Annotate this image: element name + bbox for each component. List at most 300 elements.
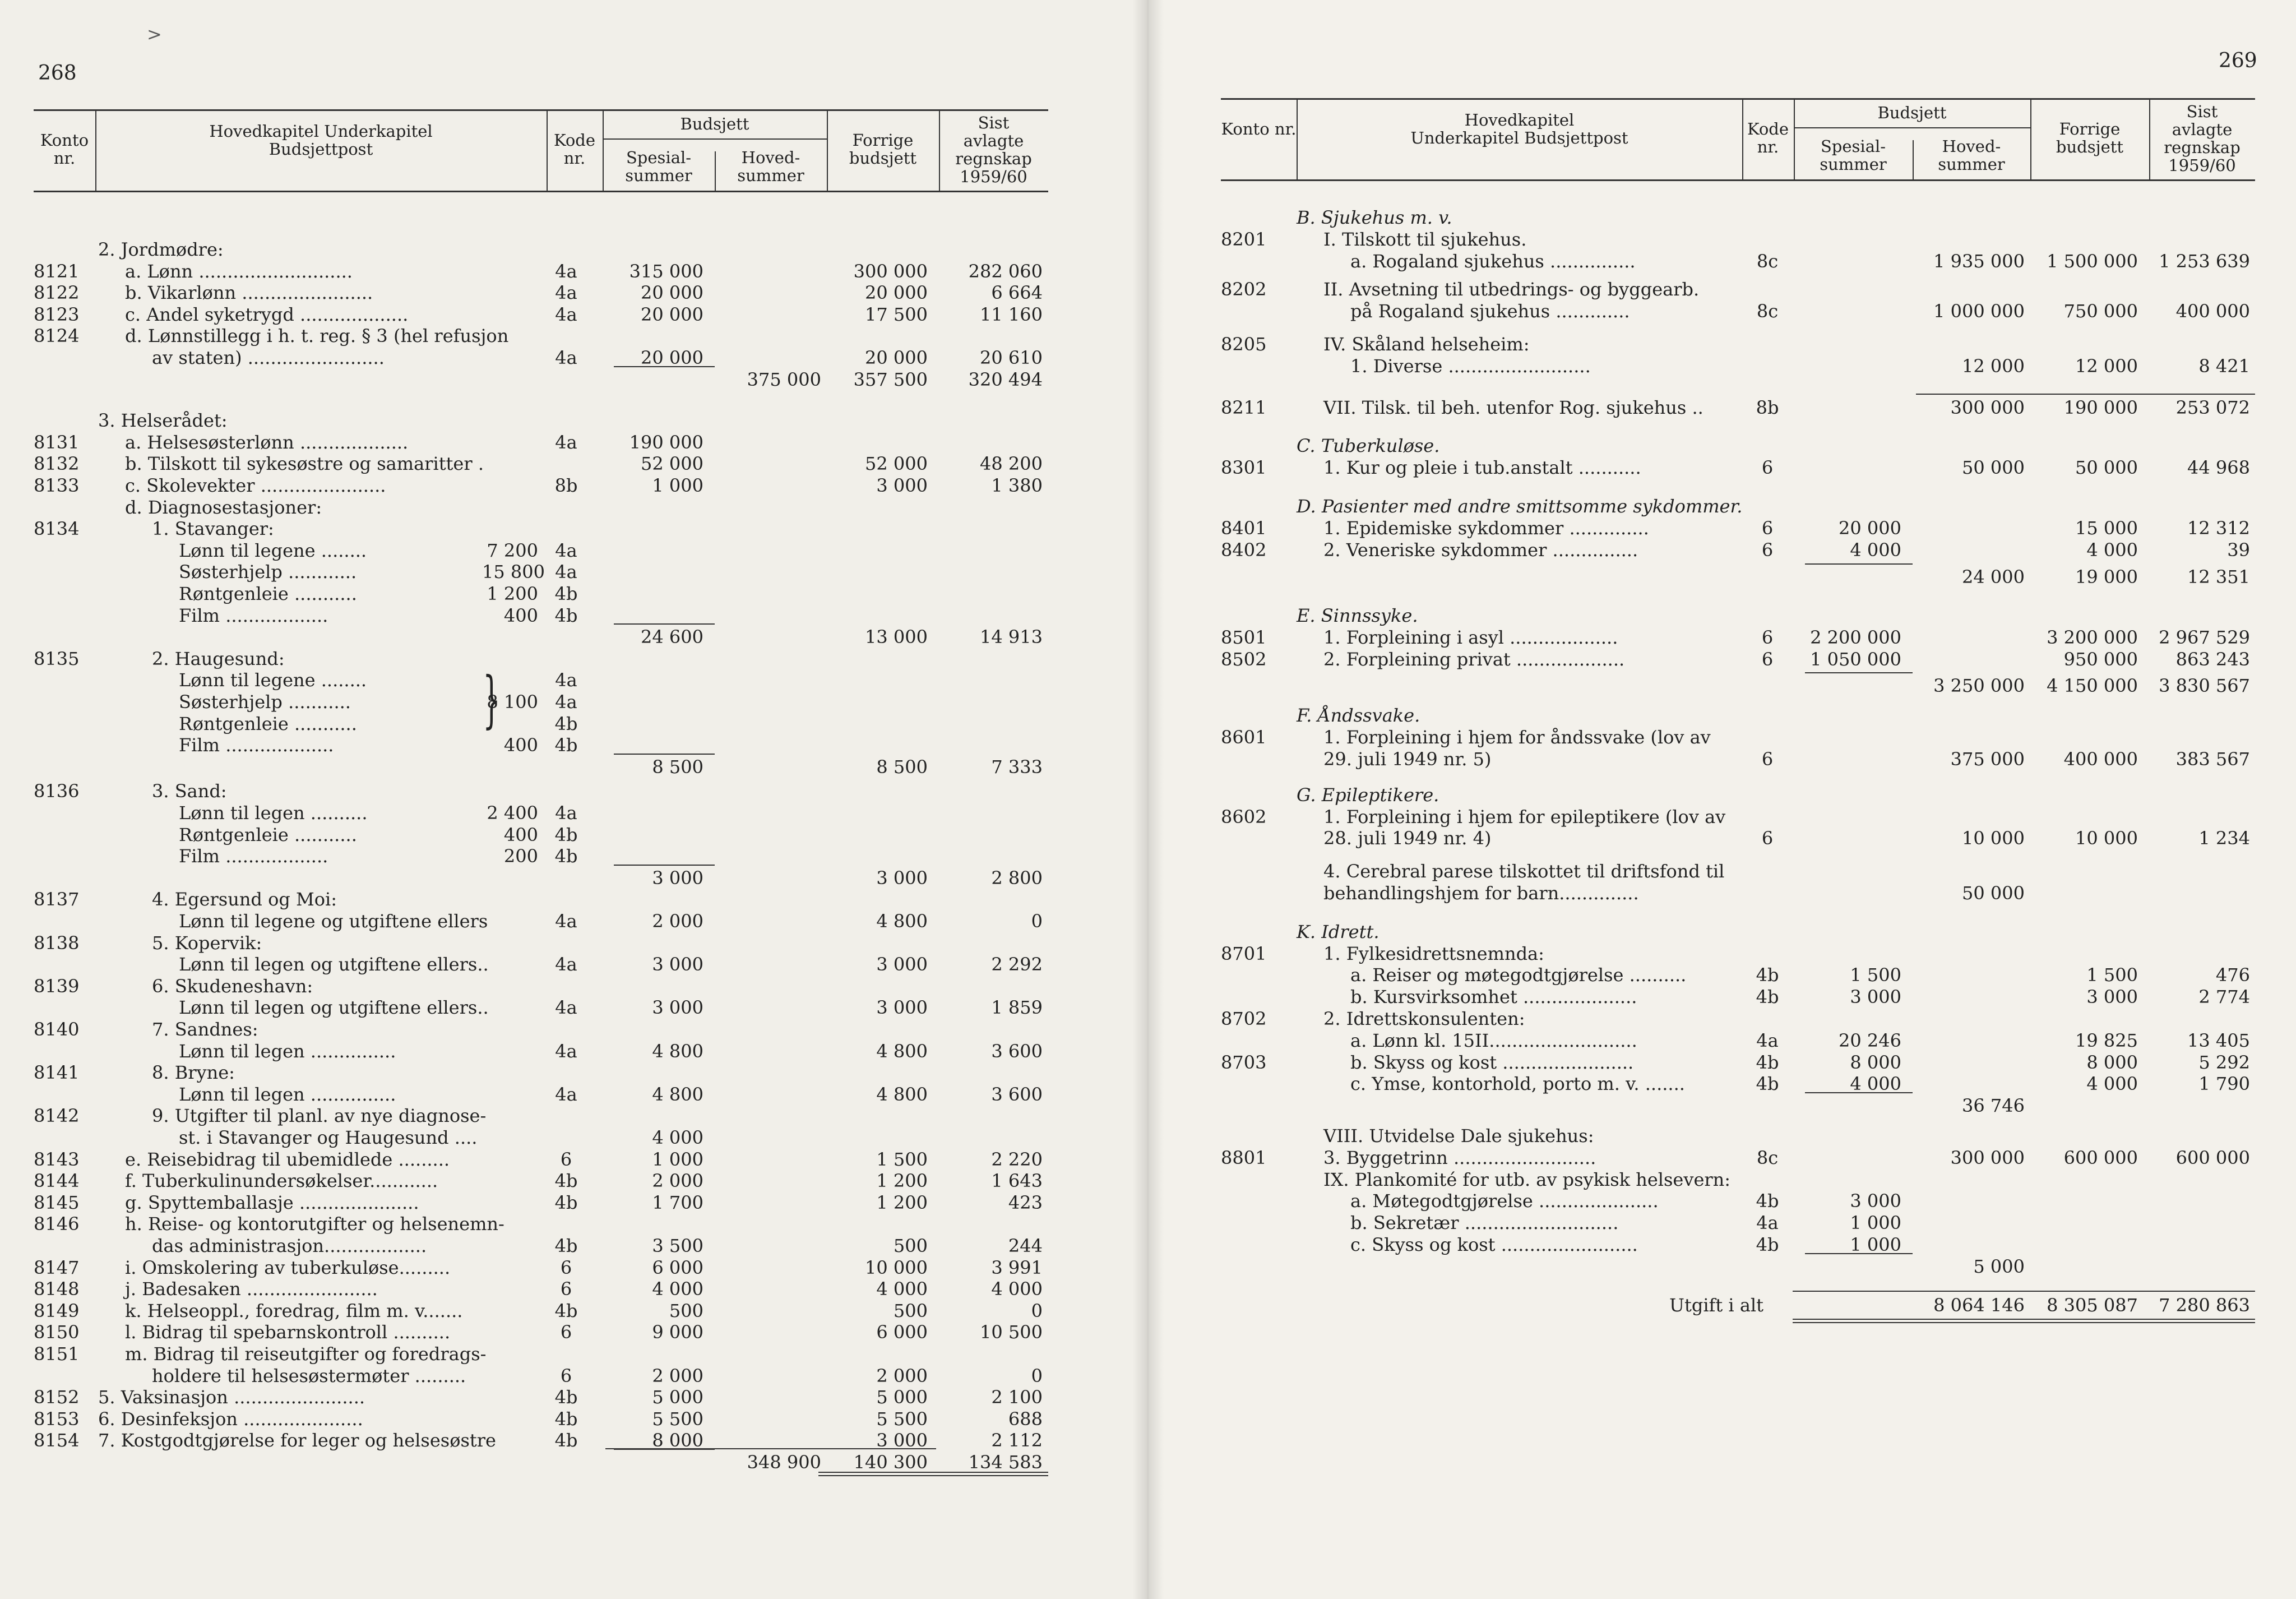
forrige-budsjett-value: 4 800: [876, 1040, 928, 1062]
spesialsum-value: 4 000: [652, 1127, 703, 1148]
table-row: [0, 1104, 1148, 1127]
grand-total-hovedsum: 8 064 146: [1933, 1294, 2025, 1316]
kode-value: 4a: [555, 561, 577, 583]
regnskap-value: 2 774: [2198, 986, 2250, 1008]
grand-total-forrige: 8 305 087: [2047, 1294, 2138, 1316]
budget-item-text: 29. juli 1949 nr. 5): [1323, 748, 1492, 770]
budget-item-text: g. Spyttemballasje .....................: [125, 1191, 419, 1213]
table-row: [1148, 355, 2296, 377]
budget-item-text: b. Sekretær ...........................: [1350, 1212, 1619, 1234]
forrige-budsjett-value: 400 000: [2063, 748, 2138, 770]
budget-item-text: Lønn til legene og utgiftene ellers: [179, 911, 488, 932]
forrige-budsjett-value: 13 000: [865, 626, 928, 648]
forrige-budsjett-value: 750 000: [2063, 301, 2138, 322]
spesialsum-value: 3 000: [652, 997, 703, 1019]
spesialsum-value: 1 000: [652, 1148, 703, 1170]
table-row: [1148, 921, 2296, 943]
table-row: [1148, 626, 2296, 649]
spesialsum-value: 1 000: [1850, 1234, 1901, 1255]
block-rule: [1916, 394, 2255, 395]
hovedsum-value: 1 000 000: [1933, 301, 2025, 322]
kode-value: 4b: [1756, 1051, 1779, 1073]
kode-value: 6: [560, 1256, 572, 1278]
table-row: [1148, 1073, 2296, 1095]
kode-value: 4b: [554, 1430, 578, 1452]
table-row: [0, 474, 1148, 497]
forrige-budsjett-value: 500: [893, 1300, 928, 1321]
table-row: [0, 975, 1148, 997]
konto-number: 8211: [1221, 396, 1267, 418]
table-row: [0, 281, 1148, 304]
header-konto: Konto nr.: [40, 130, 89, 168]
kode-value: 8c: [1756, 301, 1779, 322]
table-row: [0, 734, 1148, 756]
header-budsjett: Budsjett: [680, 114, 749, 133]
spesialsum-value: 20 000: [1839, 517, 1901, 539]
budget-item-text: b. Skyss og kost .......................: [1350, 1051, 1634, 1073]
table-row: [0, 888, 1148, 911]
budget-item-text: c. Andel syketrygd ...................: [125, 303, 409, 325]
budget-item-text: a. Lønn kl. 15II..........................: [1350, 1029, 1637, 1051]
budget-item-text: a. Helsesøsterlønn ...................: [125, 431, 409, 453]
subtotal-rule: [614, 366, 715, 367]
column-divider: [1913, 140, 1914, 179]
spesialsum-value: 4 800: [652, 1040, 703, 1062]
table-row: [0, 691, 1148, 713]
budget-item-text: 1. Diverse .........................: [1350, 355, 1591, 377]
budget-item-text: II. Avsetning til utbedrings- og byggearb.: [1323, 279, 1700, 301]
regnskap-value: 7 333: [991, 756, 1043, 778]
budget-item-text: d. Diagnosestasjoner:: [125, 496, 322, 518]
forrige-budsjett-value: 5 000: [876, 1387, 928, 1408]
table-row: [1148, 456, 2296, 479]
regnskap-value: 320 494: [968, 368, 1043, 390]
table-row: [0, 1256, 1148, 1279]
konto-number: 8153: [34, 1408, 80, 1430]
konto-number: 8401: [1221, 517, 1267, 539]
spesialsum-value: 5 500: [652, 1408, 703, 1430]
column-divider: [1297, 98, 1298, 179]
kode-value: 4b: [554, 583, 578, 604]
budget-item-text: a. Reiser og møtegodtgjørelse ..........: [1350, 964, 1687, 986]
forrige-budsjett-value: 3 200 000: [2047, 627, 2138, 648]
table-row: [1148, 300, 2296, 322]
konto-number: 8501: [1221, 627, 1267, 648]
column-divider: [715, 151, 716, 191]
konto-number: 8136: [34, 780, 80, 802]
regnskap-value: 2 967 529: [2159, 627, 2250, 648]
budsjett-rule: [1794, 127, 2030, 128]
regnskap-value: 2 112: [991, 1430, 1043, 1452]
grand-total-double-rule: [1793, 1319, 2255, 1323]
spesialsum-value: 24 600: [641, 626, 703, 648]
regnskap-value: 2 800: [991, 867, 1043, 889]
budget-item-text: j. Badesaken .......................: [125, 1278, 378, 1300]
page-number: 268: [38, 62, 77, 85]
table-row: [1148, 333, 2296, 355]
konto-number: 8151: [34, 1343, 80, 1365]
kode-value: 4a: [555, 1083, 577, 1105]
table-row: [1148, 1008, 2296, 1030]
sub-amount: 15 800: [482, 561, 545, 583]
table-row: [0, 1343, 1148, 1365]
budget-item-text: C. Tuberkuløse.: [1297, 435, 1440, 457]
budget-item-text: 5. Vaksinasjon .......................: [98, 1387, 365, 1408]
header-bottom-rule: [34, 191, 1048, 192]
budget-item-text: 7. Sandnes:: [152, 1019, 258, 1040]
budget-item-text: 1. Forpleining i hjem for åndssvake (lov av: [1323, 727, 1711, 748]
sub-amount: 400: [503, 824, 538, 845]
forrige-budsjett-value: 8 000: [2086, 1051, 2138, 1073]
kode-value: 4a: [555, 1040, 577, 1062]
hovedsum-value: 348 900: [747, 1452, 821, 1473]
table-row: [1148, 1147, 2296, 1169]
hovedsum-value: 5 000: [1973, 1255, 2025, 1277]
header-budsjett: Budsjett: [1877, 103, 1947, 122]
table-row: [0, 1451, 1148, 1473]
table-row: [1148, 674, 2296, 697]
kode-value: 6: [560, 1321, 572, 1343]
budget-item-text: 4. Egersund og Moi:: [152, 889, 337, 911]
regnskap-value: 1 790: [2198, 1073, 2250, 1095]
kode-value: 4b: [1756, 1073, 1779, 1095]
forrige-budsjett-value: 4 000: [2086, 539, 2138, 561]
regnskap-value: 600 000: [2175, 1147, 2250, 1168]
table-row: [1148, 964, 2296, 986]
table-row: [1148, 566, 2296, 588]
kode-value: 4b: [1756, 964, 1779, 986]
table-row: [0, 626, 1148, 648]
spesialsum-value: 315 000: [629, 260, 703, 282]
budget-item-text: 1. Forpleining i asyl ...................: [1323, 627, 1618, 648]
page-marker: >: [147, 24, 162, 45]
kode-value: 4b: [554, 734, 578, 756]
budget-item-text: 7. Kostgodtgjørelse for leger og helsesøstre: [98, 1430, 496, 1452]
table-row: [1148, 1125, 2296, 1147]
kode-value: 4a: [555, 911, 577, 932]
total-double-rule: [818, 1472, 1048, 1476]
table-row: [1148, 648, 2296, 671]
forrige-budsjett-value: 357 500: [853, 368, 928, 390]
table-row: [1148, 726, 2296, 748]
konto-number: 8132: [34, 453, 80, 475]
kode-value: 4b: [554, 1191, 578, 1213]
table-row: [1148, 278, 2296, 301]
budget-item-text: 1. Kur og pleie i tub.anstalt ...........: [1323, 457, 1641, 479]
konto-number: 8138: [34, 932, 80, 954]
budget-item-text: F. Åndssvake.: [1297, 705, 1420, 727]
spesialsum-value: 8 000: [1850, 1051, 1901, 1073]
budget-item-text: Røntgenleie ...........: [179, 713, 357, 734]
hovedsum-value: 300 000: [1950, 1147, 2025, 1168]
regnskap-value: 39: [2227, 539, 2250, 561]
table-row: [0, 1191, 1148, 1214]
budget-item-text: VII. Tilsk. til beh. utenfor Rog. sjukehus ..: [1323, 396, 1704, 418]
konto-number: 8205: [1221, 334, 1267, 355]
regnskap-value: 253 072: [2175, 396, 2250, 418]
forrige-budsjett-value: 3 000: [876, 997, 928, 1019]
budget-item-text: 28. juli 1949 nr. 4): [1323, 828, 1492, 849]
forrige-budsjett-value: 10 000: [2075, 828, 2138, 849]
konto-number: 8148: [34, 1278, 80, 1300]
hovedsum-value: 24 000: [1962, 566, 2025, 588]
table-row: [0, 303, 1148, 326]
spesialsum-value: 3 500: [652, 1235, 703, 1256]
hovedsum-value: 1 935 000: [1933, 250, 2025, 272]
forrige-budsjett-value: 4 800: [876, 911, 928, 932]
budget-item-text: c. Skolevekter ......................: [125, 475, 386, 496]
table-row: [1148, 1255, 2296, 1278]
regnskap-value: 2 220: [991, 1148, 1043, 1170]
regnskap-value: 688: [1008, 1408, 1043, 1430]
spesialsum-value: 8 500: [652, 756, 703, 778]
table-row: [0, 996, 1148, 1019]
konto-number: 8301: [1221, 457, 1267, 479]
budget-item-text: B. Sjukehus m. v.: [1297, 207, 1452, 228]
konto-number: 8140: [34, 1019, 80, 1040]
konto-number: 8121: [34, 260, 80, 282]
forrige-budsjett-value: 6 000: [876, 1321, 928, 1343]
regnskap-value: 5 292: [2198, 1051, 2250, 1073]
table-row: [0, 824, 1148, 846]
regnskap-value: 20 610: [980, 347, 1043, 368]
table-row: [0, 409, 1148, 432]
table-row: [1148, 1233, 2296, 1256]
konto-number: 8123: [34, 303, 80, 325]
budget-item-text: k. Helseoppl., foredrag, film m. v.......: [125, 1300, 463, 1321]
konto-number: 8143: [34, 1148, 80, 1170]
konto-number: 8702: [1221, 1008, 1267, 1029]
budget-item-text: K. Idrett.: [1297, 921, 1380, 942]
forrige-budsjett-value: 4 800: [876, 1083, 928, 1105]
table-row: [0, 1061, 1148, 1084]
subtotal-rule: [1805, 1092, 1913, 1093]
hovedsum-value: 375 000: [1950, 748, 2025, 770]
budget-item-text: b. Tilskott til sykesøstre og samaritter .: [125, 453, 484, 475]
grand-total-label: Utgift i alt: [1669, 1294, 1763, 1316]
kode-value: 4b: [1756, 986, 1779, 1008]
konto-number: 8202: [1221, 279, 1267, 301]
budget-item-text: Lønn til legen ..........: [179, 802, 368, 824]
regnskap-value: 282 060: [968, 260, 1043, 282]
subtotal-rule: [1805, 672, 1913, 673]
spesialsum-value: 3 000: [652, 954, 703, 976]
table-row: [0, 845, 1148, 867]
konto-number: 8502: [1221, 648, 1267, 670]
table-row: [1148, 1094, 2296, 1117]
forrige-budsjett-value: 3 000: [876, 954, 928, 976]
table-row: [0, 583, 1148, 605]
kode-value: 8c: [1756, 1147, 1779, 1168]
konto-number: 8131: [34, 431, 80, 453]
regnskap-value: 48 200: [980, 453, 1043, 475]
spesialsum-value: 20 000: [641, 347, 703, 368]
column-divider: [95, 109, 96, 191]
spesialsum-value: 2 000: [652, 1170, 703, 1192]
budget-item-text: I. Tilskott til sjukehus.: [1323, 228, 1527, 250]
spesialsum-value: 2 000: [652, 1365, 703, 1387]
spesialsum-value: 4 000: [1850, 1073, 1901, 1095]
forrige-budsjett-value: 600 000: [2063, 1147, 2138, 1168]
budget-item-text: 2. Jordmødre:: [98, 239, 224, 260]
table-row: [1148, 806, 2296, 828]
kode-value: 4a: [555, 802, 577, 824]
spesialsum-value: 8 000: [652, 1430, 703, 1452]
spesialsum-value: 4 000: [1850, 539, 1901, 561]
regnskap-value: 4 000: [991, 1278, 1043, 1300]
hovedsum-value: 50 000: [1962, 882, 2025, 904]
forrige-budsjett-value: 8 500: [876, 756, 928, 778]
hovedsum-value: 36 746: [1962, 1095, 2025, 1117]
hovedsum-value: 10 000: [1962, 828, 2025, 849]
konto-number: 8139: [34, 975, 80, 997]
forrige-budsjett-value: 19 000: [2075, 566, 2138, 588]
konto-number: 8146: [34, 1213, 80, 1235]
regnskap-value: 1 859: [991, 997, 1043, 1019]
spesialsum-value: 1 050 000: [1810, 648, 1901, 670]
konto-number: 8154: [34, 1430, 80, 1452]
spesialsum-value: 500: [669, 1300, 703, 1321]
sub-amount: 200: [503, 845, 538, 867]
kode-value: 8b: [554, 475, 578, 496]
table-row: [1148, 704, 2296, 727]
budget-item-text: E. Sinnssyke.: [1297, 605, 1418, 627]
table-row: [0, 604, 1148, 627]
budget-item-text: Lønn til legen og utgiftene ellers..: [179, 997, 489, 1019]
table-row: [1148, 206, 2296, 229]
column-divider: [827, 109, 828, 191]
header-konto: Konto nr.: [1221, 119, 1297, 138]
spesialsum-value: 1 000: [1850, 1212, 1901, 1234]
book-gutter: [1132, 0, 1164, 1599]
header-top-rule: [1221, 98, 2255, 100]
kode-value: 4b: [554, 604, 578, 626]
konto-number: 8801: [1221, 1147, 1267, 1168]
table-row: [0, 561, 1148, 583]
spesialsum-value: 4 800: [652, 1083, 703, 1105]
regnskap-value: 12 312: [2187, 517, 2250, 539]
kode-value: 4a: [555, 282, 577, 304]
kode-value: 4a: [555, 260, 577, 282]
column-divider: [2030, 98, 2031, 179]
table-row: [0, 1408, 1148, 1430]
spesialsum-value: 1 700: [652, 1191, 703, 1213]
budget-item-text: a. Møtegodtgjørelse .....................: [1350, 1190, 1659, 1212]
table-row: [0, 1365, 1148, 1387]
regnskap-value: 2 100: [991, 1387, 1043, 1408]
kode-value: 6: [1761, 648, 1774, 670]
regnskap-value: 11 160: [980, 303, 1043, 325]
kode-value: 6: [560, 1148, 572, 1170]
hovedsum-value: 3 250 000: [1933, 674, 2025, 696]
table-row: [0, 431, 1148, 454]
budget-item-text: av staten) ........................: [152, 347, 385, 368]
budget-item-text: c. Ymse, kontorhold, porto m. v. .......: [1350, 1073, 1685, 1095]
regnskap-value: 13 405: [2187, 1029, 2250, 1051]
table-row: [0, 1040, 1148, 1062]
budget-item-text: 6. Skudeneshavn:: [152, 975, 313, 997]
forrige-budsjett-value: 1 500 000: [2047, 250, 2138, 272]
table-row: [0, 867, 1148, 889]
forrige-budsjett-value: 15 000: [2075, 517, 2138, 539]
konto-number: 8135: [34, 648, 80, 669]
budget-item-text: IX. Plankomité for utb. av psykisk helsevern:: [1323, 1168, 1731, 1190]
budsjett-rule: [603, 138, 827, 140]
table-row: [0, 1386, 1148, 1408]
spesialsum-value: 3 000: [1850, 1190, 1901, 1212]
table-row: [0, 1148, 1148, 1171]
table-row: [0, 496, 1148, 519]
table-row: [0, 713, 1148, 735]
regnskap-value: 12 351: [2187, 566, 2250, 588]
hovedsum-value: 300 000: [1950, 396, 2025, 418]
spesialsum-value: 20 246: [1839, 1029, 1901, 1051]
budget-item-text: D. Pasienter med andre smittsomme sykdommer.: [1297, 496, 1743, 517]
forrige-budsjett-value: 1 500: [2086, 964, 2138, 986]
konto-number: 8703: [1221, 1051, 1267, 1073]
spesialsum-value: 4 000: [652, 1278, 703, 1300]
spesialsum-value: 52 000: [641, 453, 703, 475]
kode-value: 4a: [555, 997, 577, 1019]
budget-item-text: VIII. Utvidelse Dale sjukehus:: [1323, 1125, 1594, 1147]
spesialsum-value: 20 000: [641, 282, 703, 304]
table-row: [0, 1083, 1148, 1106]
konto-number: 8122: [34, 282, 80, 304]
spesialsum-value: 1 000: [652, 475, 703, 496]
spesialsum-value: 20 000: [641, 303, 703, 325]
regnskap-value: 0: [1031, 1300, 1043, 1321]
regnskap-value: 3 830 567: [2159, 674, 2250, 696]
budget-item-text: Røntgenleie ...........: [179, 583, 357, 604]
subtotal-rule: [1805, 563, 1913, 565]
budget-item-text: 9. Utgifter til planl. av nye diagnose-: [152, 1105, 487, 1127]
regnskap-value: 1 643: [991, 1170, 1043, 1192]
table-row: [1148, 1168, 2296, 1191]
konto-number: 8150: [34, 1321, 80, 1343]
budget-item-text: Lønn til legen ...............: [179, 1040, 396, 1062]
budget-item-text: Lønn til legen og utgiftene ellers..: [179, 954, 489, 976]
forrige-budsjett-value: 1 200: [876, 1170, 928, 1192]
konto-number: 8144: [34, 1170, 80, 1192]
table-row: [1148, 517, 2296, 539]
spesialsum-value: 2 000: [652, 911, 703, 932]
regnskap-value: 476: [2215, 964, 2250, 986]
kode-value: 6: [1761, 828, 1774, 849]
regnskap-value: 1 234: [2198, 828, 2250, 849]
sub-amount: 7 200: [487, 539, 538, 561]
regnskap-value: 400 000: [2175, 301, 2250, 322]
header-top-rule: [34, 109, 1048, 111]
table-row: [1148, 1190, 2296, 1212]
budget-item-text: 1. Epidemiske sykdommer ..............: [1323, 517, 1649, 539]
table-row: [0, 1213, 1148, 1235]
regnskap-value: 3 600: [991, 1040, 1043, 1062]
budget-item-text: 3. Helserådet:: [98, 410, 228, 432]
budget-item-text: a. Rogaland sjukehus ...............: [1350, 250, 1636, 272]
kode-value: 6: [1761, 748, 1774, 770]
regnskap-value: 423: [1008, 1191, 1043, 1213]
konto-number: 8141: [34, 1062, 80, 1084]
table-row: [0, 260, 1148, 283]
budget-item-text: 2. Idrettskonsulenten:: [1323, 1008, 1525, 1029]
kode-value: 4b: [554, 1408, 578, 1430]
regnskap-value: 134 583: [968, 1452, 1043, 1473]
spesialsum-value: 2 200 000: [1810, 627, 1901, 648]
budget-item-text: IV. Skåland helseheim:: [1323, 334, 1530, 355]
right-page: [1148, 0, 2296, 1599]
regnskap-value: 6 664: [991, 282, 1043, 304]
kode-value: 4a: [1756, 1029, 1779, 1051]
